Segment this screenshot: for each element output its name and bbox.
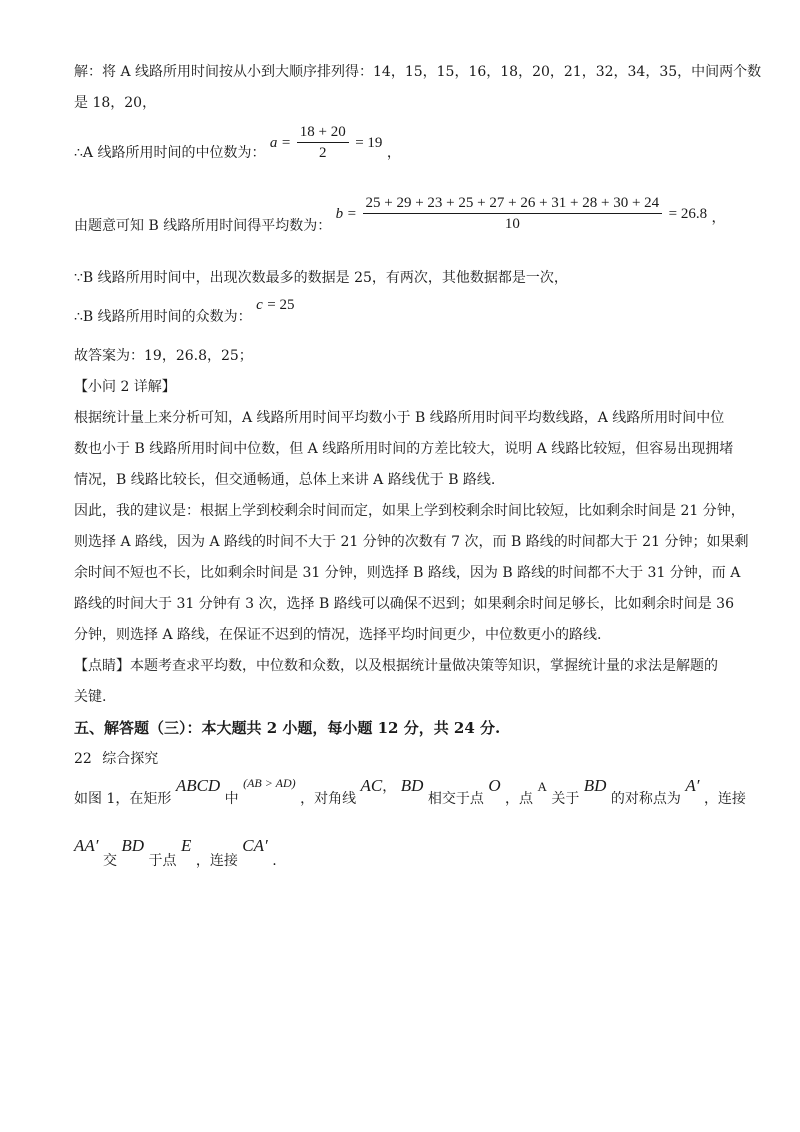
mean-variable: b (335, 205, 344, 222)
comment-line: 【点睛】本题考查求平均数，中位数和众数，以及根据统计量做决策等知识，掌握统计量的求法是解题的 (74, 658, 718, 674)
q2-paragraph-line: 则选择 A 路线，因为 A 路线的时间不大于 21 分钟的次数有 7 次，而 B 路线的时间都大于 21 分钟；如果剩 (74, 534, 749, 550)
q2-header: 【小问 2 详解】 (74, 379, 176, 395)
condition: (AB > AD) (243, 776, 296, 790)
mode-variable: c (256, 297, 263, 313)
line-bd: BD (583, 776, 607, 795)
median-variable: a (269, 134, 278, 151)
section-title: 五、解答题（三）：本大题共 2 小题，每小题 12 分，共 24 分. (74, 719, 501, 737)
segment-ca-prime: CA′ (242, 836, 268, 855)
mode-equation (74, 297, 294, 329)
point-a: A (537, 779, 547, 794)
rect-label: ABCD (175, 776, 221, 795)
mean-equation: 由题意可知 B 线路所用时间得平均数为： b = $\frac{25 + 29 + 23 + 25 + 27 + 26 + 31 + 28 + 30 + 24}{10}$ = 26.8 ， (74, 195, 726, 234)
point-e: E (180, 836, 192, 855)
q22-heading (74, 749, 158, 769)
mean-numerator: 25 + 29 + 23 + 25 + 27 + 26 + 31 + 28 + 30 + 24 (363, 194, 663, 214)
q22-statement-line-1: 如图 1，在矩形 ABCD 中 (AB > AD) ，对角线 AC， BD 相交于点 O ，点 A 关于 BD 的对称点为 A′ ，连接 (74, 776, 746, 807)
median-prefix: ∴A 线路所用时间的中位数为： (74, 144, 266, 161)
diagonal-ac: AC (360, 776, 383, 795)
q2-paragraph-line: 余时间不短也不长，比如剩余时间是 31 分钟，则选择 B 路线，因为 B 路线的时间都不大于 31 分钟，而 A (74, 565, 741, 581)
q2-paragraph-line: 路线的时间大于 31 分钟有 3 次，选择 B 路线可以确保不迟到；如果剩余时间足够长，比如剩余时间是 36 (74, 596, 734, 612)
q2-paragraph-line: 因此，我的建议是：根据上学到校剩余时间而定，如果上学到校剩余时间比较短，比如剩余时间是 21 分钟， (74, 503, 745, 519)
q2-paragraph-line: 分钟，则选择 A 路线，在保证不迟到的情况，选择平均时间更少，中位数更小的路线. (74, 627, 602, 643)
median-equation: ∴A 线路所用时间的中位数为： a = $\frac{18 + 20}{2}$ = 19 ， (74, 124, 401, 161)
solution-line-2: 是 18，20， (74, 95, 157, 111)
mode-prefix: ∴B 线路所用时间的众数为： (74, 309, 252, 325)
point-a-prime: A′ (685, 776, 700, 795)
segment-bd: BD (121, 836, 145, 855)
q2-paragraph-line: 情况，B 线路比较长，但交通畅通，总体上来讲 A 路线优于 B 路线. (74, 472, 496, 488)
mode-result: = 25 (267, 297, 295, 313)
median-denominator: 2 (319, 145, 327, 161)
segment-aa-prime: AA′ (74, 836, 99, 855)
q2-paragraph-line: 数也小于 B 线路所用时间中位数，但 A 线路所用时间的方差比较大，说明 A 线路比较短，但容易出现拥堵 (74, 441, 734, 457)
answer-line: 故答案为：19，26.8，25； (74, 348, 253, 364)
mean-prefix: 由题意可知 B 线路所用时间得平均数为： (74, 217, 332, 234)
point-o: O (488, 776, 501, 795)
q22-statement-line-2: AA′ 交 BD 于点 E ，连接 CA′ . (74, 836, 277, 869)
comment-line: 关键. (74, 689, 107, 705)
mean-result: = 26.8 (668, 205, 708, 222)
diagonal-bd: BD (400, 776, 424, 795)
median-fraction (297, 123, 349, 162)
mode-reason: ∵B 线路所用时间中，出现次数最多的数据是 25，有两次，其他数据都是一次， (74, 270, 568, 286)
median-result: = 19 (355, 134, 383, 151)
median-numerator: 18 + 20 (297, 123, 349, 143)
q2-paragraph-line: 根据统计量上来分析可知，A 线路所用时间平均数小于 B 线路所用时间平均数线路，A 线路所用时间中位 (74, 410, 725, 426)
mean-denominator: 10 (504, 216, 520, 232)
mean-fraction (363, 194, 663, 233)
q22-title: 综合探究 (102, 751, 159, 767)
q22-number: 22 (74, 751, 92, 767)
solution-line-1: 解：将 A 线路所用时间按从小到大顺序排列得：14，15，15，16，18，20，21，32，34，35，中间两个数 (74, 64, 762, 80)
